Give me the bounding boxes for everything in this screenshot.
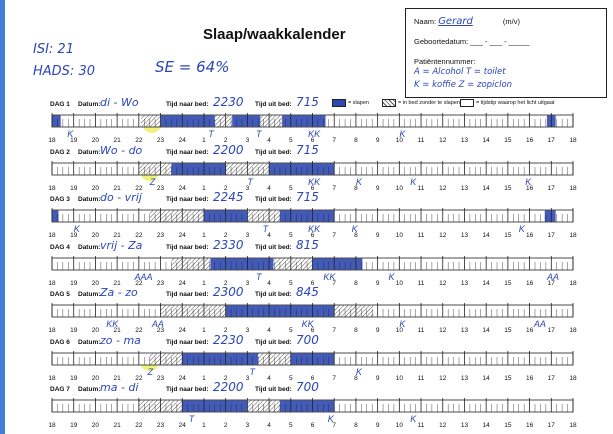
out-time-value: 715 (296, 142, 319, 157)
hour-tick-label: 10 (395, 422, 403, 429)
bed-time-value: 2200 (213, 380, 244, 394)
hour-tick-label: 8 (354, 279, 358, 287)
hour-tick-label: 11 (417, 232, 425, 239)
hour-tick-label: 16 (525, 279, 534, 287)
out-time-value: 700 (296, 380, 319, 394)
handwritten-mark: K (67, 129, 74, 139)
hour-tick-label: 23 (156, 137, 165, 144)
bed-time-label: Tijd naar bed: (166, 243, 209, 251)
patient-number-label: Patiëntennummer: (414, 57, 476, 66)
date-label: Datum: (78, 243, 101, 251)
se-score: SE = 64% (155, 58, 230, 76)
hour-tick-label: 7 (332, 327, 337, 334)
hour-tick-label: 10 (395, 374, 403, 382)
hour-tick-label: 19 (70, 184, 78, 192)
bed-time-label: Tijd naar bed: (166, 386, 209, 393)
out-time-value: 815 (296, 237, 319, 252)
dob-label: Geboortedatum: (414, 37, 469, 46)
hour-tick-label: 24 (178, 327, 186, 334)
hour-tick-label: 17 (547, 137, 555, 144)
hour-tick-label: 2 (223, 422, 228, 429)
hour-tick-label: 4 (267, 184, 271, 192)
hour-tick-label: 23 (156, 184, 165, 192)
hour-tick-label: 23 (156, 232, 165, 239)
bed-swatch (382, 99, 396, 107)
handwritten-mark: K (525, 176, 532, 187)
hour-tick-label: 24 (178, 184, 186, 192)
hour-tick-label: 15 (504, 184, 512, 192)
hour-tick-label: 13 (460, 232, 469, 239)
date-value: Za - zo (100, 286, 138, 299)
handwritten-mark: KK (301, 319, 314, 329)
hour-tick-label: 17 (547, 279, 555, 287)
hour-tick-label: 18 (48, 279, 56, 287)
bed-time-value: 2200 (213, 142, 244, 157)
hour-tick-label: 21 (113, 422, 121, 429)
name-field (414, 16, 520, 27)
hour-tick-label: 8 (354, 232, 358, 239)
hour-tick-label: 9 (375, 422, 380, 429)
date-value: zo - ma (100, 333, 141, 347)
hour-tick-label: 11 (417, 279, 425, 287)
hour-tick-label: 12 (439, 327, 447, 334)
hour-tick-label: 19 (70, 374, 78, 382)
hour-tick-label: 11 (417, 184, 425, 192)
codes-line-2: K = koffie Z = zopiclon (414, 80, 513, 90)
hour-tick-label: 16 (525, 374, 534, 382)
handwritten-mark: KK (308, 224, 321, 234)
hour-tick-label: 24 (178, 374, 186, 382)
hour-tick-label: 23 (156, 422, 165, 429)
hour-tick-label: 20 (91, 184, 100, 192)
hour-tick-label: 15 (504, 137, 512, 144)
out-time-label: Tijd uit bed: (255, 101, 292, 108)
hour-tick-label: 17 (547, 422, 555, 429)
hour-tick-label: 13 (460, 137, 469, 144)
hour-tick-label: 22 (135, 422, 143, 429)
bed-time-label: Tijd naar bed: (166, 101, 209, 108)
hour-tick-label: 14 (482, 327, 490, 334)
bed-time-value: 2245 (213, 190, 244, 204)
hour-tick-label: 9 (375, 184, 380, 192)
hour-tick-label: 16 (525, 422, 534, 429)
day-label: DAG 7 (50, 386, 70, 393)
hour-tick-label: 1 (202, 137, 206, 144)
day-label: DAG 3 (50, 196, 70, 203)
hour-tick-label: 14 (482, 232, 490, 239)
hour-tick-label: 6 (310, 327, 315, 334)
handwritten-mark: K (355, 366, 362, 377)
hour-tick-label: 6 (310, 374, 315, 382)
hour-tick-label: 13 (460, 184, 469, 192)
hour-tick-label: 2 (223, 184, 228, 192)
hour-tick-label: 21 (113, 137, 121, 144)
hour-tick-label: 13 (460, 327, 469, 334)
hour-tick-label: 8 (354, 422, 358, 429)
out-time-label: Tijd uit bed: (255, 386, 292, 393)
hour-tick-label: 17 (547, 327, 555, 334)
legend-bed-label: = in bed zonder te slapen (398, 100, 460, 106)
hour-tick-label: 17 (547, 374, 555, 382)
dob-field (414, 37, 530, 46)
hour-tick-label: 18 (48, 184, 56, 192)
out-time-label: Tijd uit bed: (255, 148, 292, 156)
hour-tick-label: 13 (460, 279, 469, 287)
hour-tick-label: 19 (70, 279, 78, 287)
handwritten-mark: K (410, 414, 417, 424)
handwritten-mark: KK (308, 176, 321, 187)
hour-tick-label: 2 (223, 232, 228, 239)
legend-bed (382, 99, 460, 107)
handwritten-mark: T (256, 271, 262, 282)
handwritten-mark: K (399, 319, 406, 329)
hour-tick-label: 8 (354, 137, 358, 144)
handwritten-mark: AA (151, 319, 164, 329)
hour-tick-label: 6 (310, 422, 315, 429)
bed-time-label: Tijd naar bed: (166, 148, 209, 156)
hour-tick-label: 18 (569, 374, 577, 382)
hour-tick-label: 18 (48, 422, 56, 429)
hour-tick-label: 17 (547, 232, 555, 239)
day-label: DAG 4 (50, 243, 70, 251)
hour-tick-label: 18 (48, 374, 56, 382)
hour-tick-label: 1 (202, 422, 206, 429)
handwritten-mark: K (327, 414, 334, 424)
bed-time-value: 2300 (213, 285, 244, 299)
bed-time-value: 2330 (213, 237, 244, 252)
hour-tick-label: 8 (354, 374, 358, 382)
dob-blank: ___ - ___ - _____ (470, 37, 530, 46)
hour-tick-label: 2 (223, 374, 228, 382)
handwritten-mark: T (249, 366, 256, 377)
hour-tick-label: 22 (135, 137, 143, 144)
hour-tick-label: 22 (135, 279, 143, 287)
hour-tick-label: 21 (113, 184, 121, 192)
hour-tick-label: 14 (482, 279, 490, 287)
hour-tick-label: 21 (113, 374, 121, 382)
hour-tick-label: 14 (482, 184, 490, 192)
hour-tick-label: 10 (395, 184, 403, 192)
hour-tick-label: 6 (310, 137, 315, 144)
handwritten-mark: AA (546, 271, 559, 282)
handwritten-mark: KK (308, 129, 321, 139)
hour-tick-label: 11 (417, 422, 425, 429)
date-value: Wo - do (100, 143, 143, 157)
hour-tick-label: 5 (288, 184, 293, 192)
bed-time-label: Tijd naar bed: (166, 291, 209, 298)
legend-sleep-label: = slapen (348, 100, 369, 106)
hour-tick-label: 4 (267, 279, 271, 287)
hour-tick-label: 20 (91, 137, 100, 144)
hour-tick-label: 8 (354, 327, 358, 334)
handwritten-mark: K (351, 224, 358, 234)
hour-tick-label: 2 (223, 327, 228, 334)
hour-tick-label: 4 (267, 137, 271, 144)
handwritten-mark: K (73, 224, 80, 234)
date-label: Datum: (78, 148, 101, 156)
hour-tick-label: 21 (113, 279, 121, 287)
hour-tick-label: 1 (202, 279, 206, 287)
hour-tick-label: 22 (135, 232, 143, 239)
hour-tick-label: 3 (245, 422, 250, 429)
hour-tick-label: 23 (156, 279, 165, 287)
hour-tick-label: 7 (332, 279, 337, 287)
hour-tick-label: 19 (70, 327, 78, 334)
hour-tick-label: 2 (223, 137, 228, 144)
sleep-block (313, 258, 363, 269)
bed-time-value: 2230 (213, 95, 244, 109)
bed-time-value: 2230 (213, 332, 244, 347)
hour-tick-label: 18 (569, 232, 577, 239)
in-bed-block (171, 258, 210, 269)
hour-tick-label: 3 (245, 137, 250, 144)
hour-tick-label: 15 (504, 232, 512, 239)
hour-tick-label: 12 (439, 137, 447, 144)
handwritten-mark: Z (147, 366, 154, 377)
out-time-value: 715 (296, 190, 319, 204)
in-bed-block (334, 306, 373, 317)
date-value: di - Wo (100, 96, 139, 109)
date-value: ma - di (100, 381, 139, 394)
hour-tick-label: 9 (375, 279, 380, 287)
hour-tick-label: 1 (202, 184, 206, 192)
hour-tick-label: 1 (202, 327, 206, 334)
hour-tick-label: 12 (439, 422, 447, 429)
hour-tick-label: 4 (267, 232, 271, 239)
hour-tick-label: 7 (332, 374, 337, 382)
hour-tick-label: 18 (569, 279, 577, 287)
hour-tick-label: 7 (332, 232, 337, 239)
hour-tick-label: 12 (439, 279, 447, 287)
handwritten-mark: K (399, 129, 406, 139)
date-label: Datum: (78, 338, 101, 346)
date-value: vrij - Za (100, 238, 143, 252)
day-label: DAG 5 (50, 291, 70, 298)
hour-tick-label: 24 (178, 232, 186, 239)
sleep-block (282, 116, 325, 127)
handwritten-mark: T (256, 129, 262, 139)
legend-sleep (332, 99, 369, 107)
sleep-block (545, 211, 556, 222)
hour-tick-label: 20 (91, 422, 100, 429)
hour-tick-label: 5 (288, 137, 293, 144)
hour-tick-label: 5 (288, 279, 293, 287)
hour-tick-label: 12 (439, 184, 447, 192)
hour-tick-label: 19 (70, 137, 78, 144)
out-time-label: Tijd uit bed: (255, 291, 292, 298)
hour-tick-label: 18 (48, 232, 56, 239)
hour-tick-label: 3 (245, 184, 250, 192)
hour-tick-label: 3 (245, 374, 250, 382)
hour-tick-label: 15 (504, 422, 512, 429)
isi-score: ISI: 21 (33, 42, 74, 57)
out-time-label: Tijd uit bed: (255, 196, 292, 203)
date-label: Datum: (78, 291, 101, 298)
hour-tick-label: 15 (504, 327, 512, 334)
hour-tick-label: 13 (460, 422, 469, 429)
hour-tick-label: 24 (178, 422, 186, 429)
hour-tick-label: 6 (310, 232, 315, 239)
hour-tick-label: 16 (525, 184, 534, 192)
out-time-value: 700 (296, 332, 319, 347)
patient-info-box (405, 8, 607, 98)
hour-tick-label: 4 (267, 374, 271, 382)
handwritten-mark: K (355, 176, 362, 187)
hads-score: HADS: 30 (33, 64, 95, 79)
hour-tick-label: 20 (91, 327, 100, 334)
out-time-value: 845 (296, 285, 319, 299)
bed-time-label: Tijd naar bed: (166, 196, 209, 203)
hour-tick-label: 24 (178, 279, 186, 287)
day-label: DAG 2 (50, 148, 70, 156)
day-label: DAG 6 (50, 338, 70, 346)
bed-time-label: Tijd naar bed: (166, 338, 209, 346)
handwritten-mark: Z (149, 176, 156, 187)
hour-tick-label: 7 (332, 137, 337, 144)
legend-light (460, 99, 554, 107)
in-bed-block (141, 116, 161, 127)
handwritten-mark: K (410, 176, 417, 187)
handwritten-mark: AAA (134, 271, 153, 282)
hour-tick-label: 23 (156, 374, 165, 382)
hour-tick-label: 20 (91, 374, 100, 382)
hour-tick-label: 16 (525, 137, 534, 144)
name-value: Gerard (438, 16, 473, 27)
hour-tick-label: 10 (395, 137, 403, 144)
out-time-label: Tijd uit bed: (255, 338, 292, 346)
hour-tick-label: 4 (267, 327, 271, 334)
hour-tick-label: 20 (91, 232, 100, 239)
codes-line-1: A = Alcohol T = toilet (414, 67, 506, 77)
hour-tick-label: 23 (156, 327, 165, 334)
sleep-swatch (332, 99, 346, 107)
in-bed-block (215, 116, 232, 127)
hour-tick-label: 18 (48, 327, 56, 334)
hour-tick-label: 12 (439, 232, 447, 239)
hour-tick-label: 18 (569, 327, 577, 334)
hour-tick-label: 1 (202, 232, 206, 239)
hour-tick-label: 17 (547, 184, 555, 192)
hour-tick-label: 2 (223, 279, 228, 287)
hour-tick-label: 9 (375, 232, 380, 239)
hour-tick-label: 22 (135, 327, 143, 334)
hour-tick-label: 3 (245, 327, 250, 334)
hour-tick-label: 18 (48, 137, 56, 144)
hour-tick-label: 9 (375, 374, 380, 382)
handwritten-mark: T (247, 176, 253, 187)
hour-tick-label: 14 (482, 374, 490, 382)
handwritten-mark: AA (533, 319, 546, 329)
date-value: do - vrij (100, 191, 142, 204)
hour-tick-label: 12 (439, 374, 447, 382)
hour-tick-label: 14 (482, 137, 490, 144)
hour-tick-label: 11 (417, 327, 425, 334)
hour-tick-label: 15 (504, 279, 512, 287)
sleep-block (52, 116, 61, 127)
handwritten-mark: T (208, 129, 214, 139)
in-bed-block (273, 258, 312, 269)
hour-tick-label: 10 (395, 279, 403, 287)
handwritten-mark: KK (106, 319, 119, 329)
page-title: Slaap/waakkalender (203, 26, 346, 43)
date-label: Datum: (78, 101, 101, 108)
hour-tick-label: 11 (417, 374, 425, 382)
hour-tick-label: 21 (113, 327, 121, 334)
hour-tick-label: 10 (395, 232, 403, 239)
hour-tick-label: 8 (354, 184, 358, 192)
out-time-label: Tijd uit bed: (255, 243, 292, 251)
handwritten-mark: KK (323, 271, 336, 282)
hour-tick-label: 24 (178, 137, 186, 144)
hour-tick-label: 15 (504, 374, 512, 382)
legend-light-label: = tijdstip waarop het licht uitgaat (476, 100, 555, 106)
date-label: Datum: (78, 196, 101, 203)
date-label: Datum: (78, 386, 101, 393)
hour-tick-label: 16 (525, 232, 534, 239)
hour-tick-label: 13 (460, 374, 469, 382)
hour-tick-label: 14 (482, 422, 490, 429)
hour-tick-label: 5 (288, 422, 293, 429)
hour-tick-label: 5 (288, 327, 293, 334)
handwritten-mark: K (388, 271, 395, 282)
hour-tick-label: 3 (245, 279, 250, 287)
day-label: DAG 1 (50, 101, 70, 108)
hour-tick-label: 4 (267, 422, 271, 429)
out-time-value: 715 (296, 95, 319, 109)
hour-tick-label: 7 (332, 422, 337, 429)
hour-tick-label: 5 (288, 374, 293, 382)
gender-label: (m/v) (502, 17, 520, 26)
hour-tick-label: 10 (395, 327, 403, 334)
hour-tick-label: 11 (417, 137, 425, 144)
hour-tick-label: 9 (375, 327, 380, 334)
hour-tick-label: 21 (113, 232, 121, 239)
hour-tick-label: 3 (245, 232, 250, 239)
hour-tick-label: 1 (202, 374, 206, 382)
hour-tick-label: 18 (569, 137, 577, 144)
hour-tick-label: 22 (135, 374, 143, 382)
hour-tick-label: 16 (525, 327, 534, 334)
hour-tick-label: 6 (310, 279, 315, 287)
hour-tick-label: 18 (569, 422, 577, 429)
day-timeline (0, 396, 613, 432)
hour-tick-label: 6 (310, 184, 315, 192)
hour-tick-label: 18 (569, 184, 577, 192)
light-swatch (460, 99, 474, 107)
hour-tick-label: 9 (375, 137, 380, 144)
handwritten-mark: T (262, 224, 269, 234)
handwritten-mark: T (188, 414, 195, 424)
hour-tick-label: 5 (288, 232, 293, 239)
name-label: Naam: (414, 17, 437, 26)
hour-tick-label: 20 (91, 279, 100, 287)
hour-tick-label: 19 (70, 422, 78, 429)
hour-tick-label: 7 (332, 184, 337, 192)
hour-tick-label: 22 (135, 184, 143, 192)
handwritten-mark: K (518, 224, 525, 234)
hour-tick-label: 19 (70, 232, 78, 239)
